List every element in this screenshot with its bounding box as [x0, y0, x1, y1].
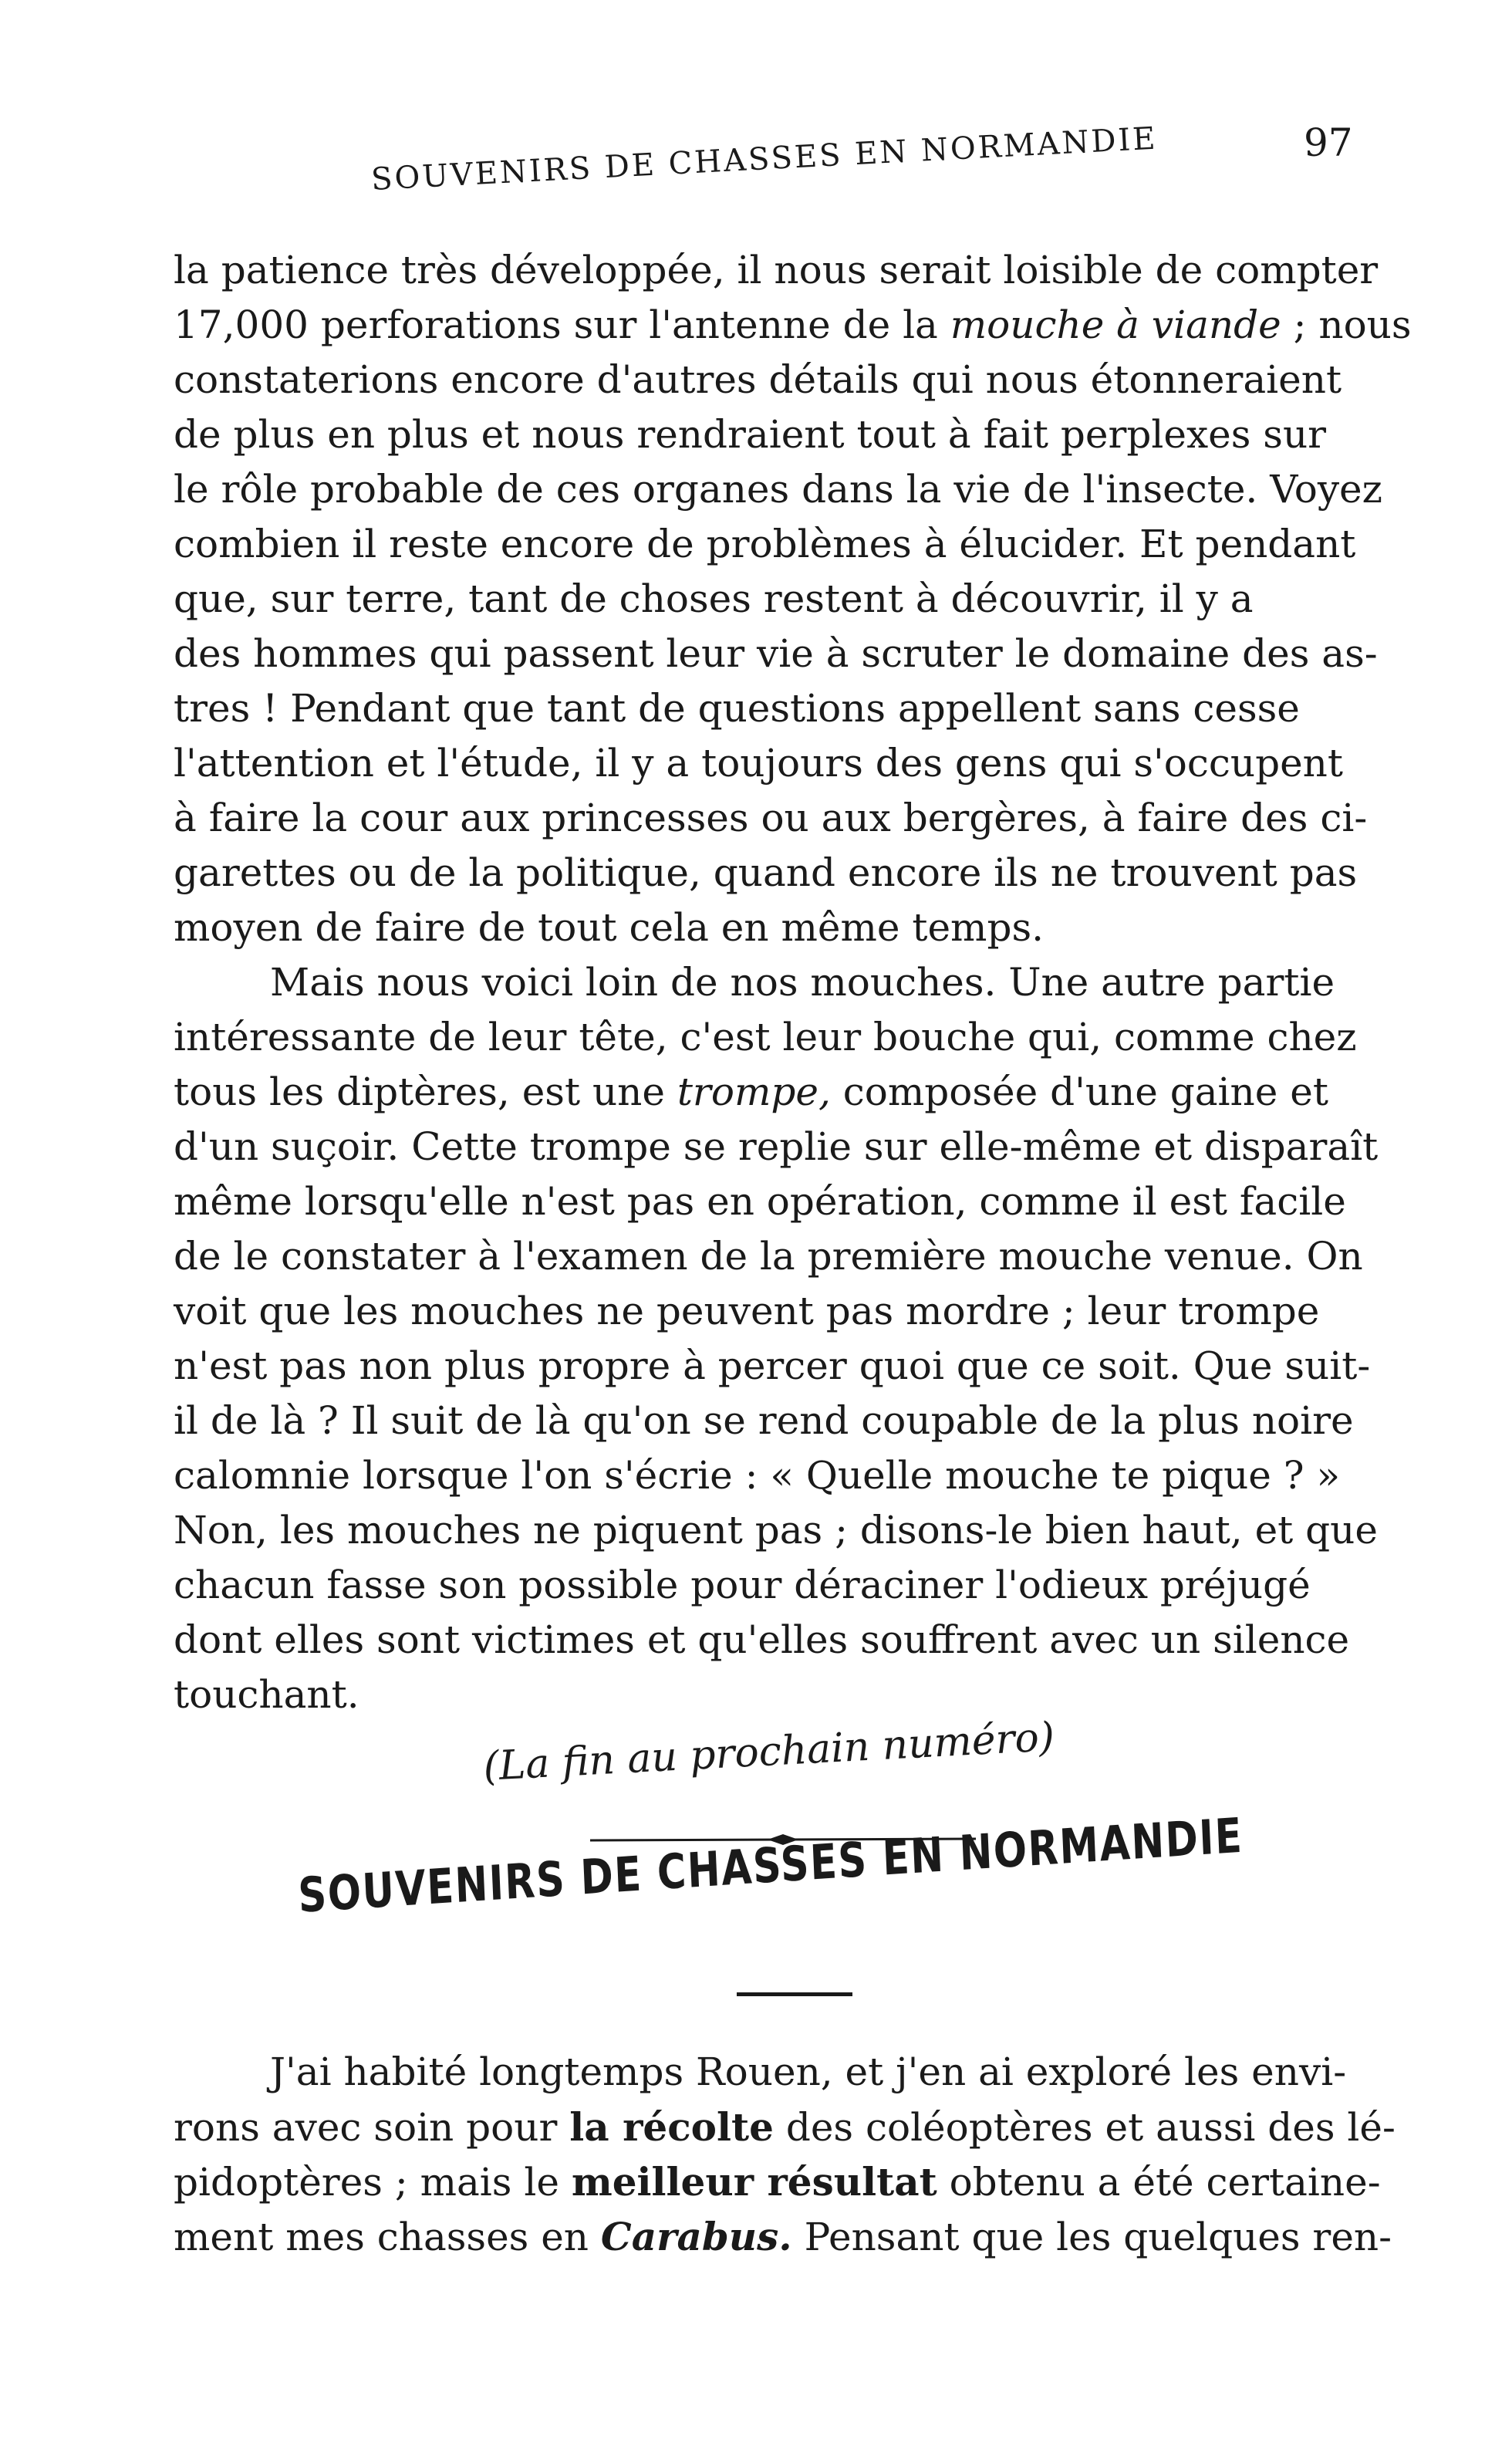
text-line [174, 955, 1362, 1010]
text-line [174, 791, 1368, 846]
text-line [174, 298, 1412, 353]
text-run: touchant. [174, 1672, 359, 1717]
text-run: moyen de faire de tout cela en même temps. [174, 905, 1045, 950]
text-run: calomnie lorsque l'on s'écrie : « Quelle mouche te pique ? » [174, 1453, 1341, 1498]
emphasis-text: mouche à viande [950, 302, 1281, 347]
text-line [174, 2100, 1396, 2154]
text-line [174, 681, 1362, 736]
text-run: des hommes qui passent leur vie à scruter le domaine des as- [174, 631, 1378, 676]
text-run: de plus en plus et nous rendraient tout à fait perplexes sur [174, 412, 1327, 457]
text-run: garettes ou de la politique, quand encore ils ne trouvent pas [174, 850, 1358, 895]
text-line [174, 1394, 1362, 1448]
text-line [174, 900, 1362, 955]
text-run: pidoptères ; mais le [174, 2160, 572, 2205]
text-run: constaterions encore d'autres détails qui nous étonneraient [174, 357, 1342, 402]
text-run: d'un suçoir. Cette trompe se replie sur elle-même et disparaît [174, 1124, 1379, 1169]
text-line [174, 2154, 1381, 2209]
text-line [174, 572, 1362, 627]
text-run: que, sur terre, tant de choses restent à découvrir, il y a [174, 576, 1254, 621]
text-run: composée d'une gaine et [830, 1069, 1328, 1114]
page-number: 97 [1304, 120, 1353, 165]
text-run: Non, les mouches ne piquent pas ; disons-le bien haut, et que [174, 1508, 1378, 1553]
text-line [174, 1448, 1362, 1503]
text-run: rons avec soin pour [174, 2105, 570, 2150]
emphasis-text: Carabus. [600, 2214, 792, 2259]
text-run: obtenu a été certaine- [937, 2160, 1381, 2205]
text-run: voit que les mouches ne peuvent pas mordre ; leur trompe [174, 1289, 1320, 1333]
text-line [174, 1613, 1362, 1668]
text-run: de le constater à l'examen de la première mouche venue. On [174, 1234, 1363, 1279]
text-run: tres ! Pendant que tant de questions appellent sans cesse [174, 686, 1300, 731]
text-run: ment mes chasses en [174, 2215, 601, 2259]
text-line [174, 353, 1362, 407]
text-run: l'attention et l'étude, il y a toujours des gens qui s'occupent [174, 741, 1343, 786]
text-run: même lorsqu'elle n'est pas en opération, comme il est facile [174, 1179, 1346, 1224]
text-run: des coléoptères et aussi des lé- [773, 2105, 1396, 2150]
text-line [174, 1503, 1378, 1558]
text-line [174, 1065, 1362, 1120]
text-run: il de là ? Il suit de là qu'on se rend coupable de la plus noire [174, 1398, 1354, 1443]
text-run: intéressante de leur tête, c'est leur bouche qui, comme chez [174, 1015, 1357, 1059]
text-line [174, 462, 1382, 517]
running-head: SOUVENIRS DE CHASSES EN NORMANDIE [370, 120, 1159, 198]
text-line [174, 1284, 1362, 1339]
new-article-body [174, 2045, 1396, 2264]
text-run: 17,000 perforations sur l'antenne de la [174, 302, 950, 347]
text-line [174, 2045, 1362, 2100]
text-line [174, 243, 1379, 298]
text-run: le rôle probable de ces organes dans la vie de l'insecte. Voyez [174, 467, 1382, 512]
text-run: la patience très développée, il nous serait loisible de compter [174, 248, 1379, 292]
text-line [174, 1174, 1362, 1229]
text-line [174, 846, 1362, 900]
text-run: Mais nous voici loin de nos mouches. Une autre partie [270, 960, 1335, 1005]
text-run: à faire la cour aux princesses ou aux bergères, à faire des ci- [174, 796, 1368, 840]
text-run: n'est pas non plus propre à percer quoi que ce soit. Que suit- [174, 1343, 1371, 1388]
text-run: ; nous [1281, 302, 1412, 347]
text-run: combien il reste encore de problèmes à élucider. Et pendant [174, 522, 1356, 566]
title-rule [737, 1992, 852, 1996]
text-run: tous les diptères, est une [174, 1069, 677, 1114]
text-line [174, 1229, 1362, 1284]
text-line [174, 2209, 1392, 2264]
article-continuation [174, 243, 1412, 1722]
text-line [174, 1010, 1362, 1065]
text-run: chacun fasse son possible pour déraciner l'odieux préjugé [174, 1563, 1311, 1607]
emphasis-text: meilleur résultat [571, 2159, 937, 2205]
text-run: J'ai habité longtemps Rouen, et j'en ai exploré les envi- [270, 2049, 1347, 2094]
continuation-note: (La fin au prochain numéro) [482, 1714, 1056, 1790]
text-line [174, 407, 1362, 462]
text-run: dont elles sont victimes et qu'elles souffrent avec un silence [174, 1617, 1350, 1662]
text-line [174, 627, 1378, 681]
text-line [174, 1668, 1362, 1722]
text-line [174, 736, 1362, 791]
text-line [174, 1339, 1371, 1394]
text-run: Pensant que les quelques ren- [791, 2215, 1392, 2259]
article-title: SOUVENIRS DE CHASSES EN NORMANDIE [297, 1806, 1244, 1924]
text-line [174, 517, 1362, 572]
emphasis-text: la récolte [569, 2104, 774, 2150]
emphasis-text: trompe, [677, 1069, 831, 1114]
text-line [174, 1558, 1362, 1613]
text-line [174, 1120, 1379, 1174]
